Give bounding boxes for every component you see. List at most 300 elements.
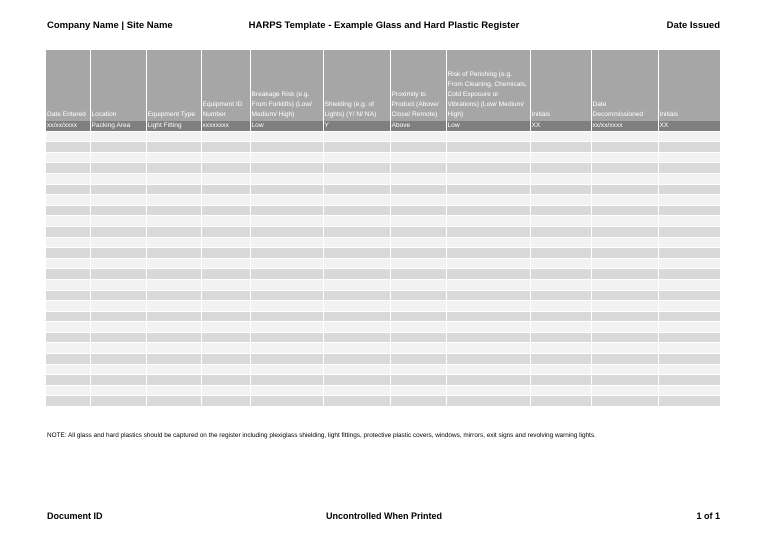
table-cell[interactable] <box>591 364 658 375</box>
table-row <box>46 195 720 206</box>
table-cell[interactable] <box>658 301 720 312</box>
table-cell[interactable] <box>250 205 323 216</box>
table-cell[interactable] <box>446 131 530 142</box>
table-cell[interactable] <box>591 290 658 301</box>
table-cell[interactable] <box>146 279 201 290</box>
table-cell[interactable] <box>390 226 446 237</box>
table-cell[interactable] <box>146 258 201 269</box>
table-cell[interactable] <box>201 364 250 375</box>
table-cell[interactable] <box>390 184 446 195</box>
table-cell[interactable] <box>591 142 658 153</box>
table-cell[interactable] <box>390 354 446 365</box>
table-cell[interactable] <box>201 354 250 365</box>
table-cell[interactable] <box>90 354 146 365</box>
table-cell[interactable] <box>146 311 201 322</box>
table-cell[interactable] <box>591 311 658 322</box>
table-cell[interactable]: Y <box>323 121 390 131</box>
table-cell[interactable] <box>201 279 250 290</box>
table-cell[interactable] <box>323 216 390 227</box>
table-cell[interactable] <box>323 322 390 333</box>
table-cell[interactable] <box>446 364 530 375</box>
table-cell[interactable] <box>591 343 658 354</box>
table-cell[interactable] <box>146 364 201 375</box>
table-cell[interactable] <box>250 173 323 184</box>
table-cell[interactable] <box>530 332 591 343</box>
table-cell[interactable] <box>390 248 446 259</box>
table-cell[interactable] <box>530 152 591 163</box>
table-cell[interactable] <box>446 226 530 237</box>
table-cell[interactable] <box>201 322 250 333</box>
table-cell[interactable] <box>46 269 90 280</box>
table-cell[interactable]: Low <box>250 121 323 131</box>
table-cell[interactable] <box>390 311 446 322</box>
table-cell[interactable] <box>201 343 250 354</box>
table-cell[interactable] <box>146 195 201 206</box>
table-cell[interactable] <box>146 248 201 259</box>
table-cell[interactable] <box>46 290 90 301</box>
table-cell[interactable] <box>658 322 720 333</box>
table-cell[interactable] <box>146 237 201 248</box>
table-cell[interactable] <box>201 184 250 195</box>
table-cell[interactable] <box>250 131 323 142</box>
table-cell[interactable] <box>90 290 146 301</box>
table-cell[interactable] <box>390 152 446 163</box>
table-cell[interactable] <box>323 375 390 386</box>
table-cell[interactable] <box>658 237 720 248</box>
table-cell[interactable] <box>250 290 323 301</box>
table-cell[interactable]: XX <box>658 121 720 131</box>
table-cell[interactable] <box>323 226 390 237</box>
table-cell[interactable] <box>530 205 591 216</box>
table-cell[interactable] <box>250 364 323 375</box>
table-cell[interactable] <box>46 375 90 386</box>
table-cell[interactable] <box>591 195 658 206</box>
table-cell[interactable] <box>46 322 90 333</box>
table-cell[interactable] <box>46 301 90 312</box>
table-cell[interactable] <box>390 269 446 280</box>
table-cell[interactable] <box>446 237 530 248</box>
table-cell[interactable] <box>146 385 201 396</box>
table-cell[interactable] <box>390 396 446 407</box>
table-cell[interactable] <box>530 301 591 312</box>
table-cell[interactable] <box>46 142 90 153</box>
table-cell[interactable] <box>201 258 250 269</box>
table-cell[interactable] <box>46 195 90 206</box>
table-cell[interactable] <box>250 163 323 174</box>
table-cell[interactable] <box>146 152 201 163</box>
table-cell[interactable] <box>446 142 530 153</box>
table-cell[interactable] <box>46 248 90 259</box>
table-cell[interactable] <box>591 396 658 407</box>
table-cell[interactable] <box>146 205 201 216</box>
table-cell[interactable] <box>658 343 720 354</box>
table-cell[interactable] <box>591 354 658 365</box>
table-cell[interactable] <box>591 163 658 174</box>
table-cell[interactable] <box>90 311 146 322</box>
table-cell[interactable] <box>390 195 446 206</box>
table-cell[interactable] <box>90 322 146 333</box>
table-cell[interactable] <box>46 332 90 343</box>
table-cell[interactable] <box>323 343 390 354</box>
table-cell[interactable] <box>658 258 720 269</box>
table-cell[interactable] <box>390 279 446 290</box>
table-cell[interactable] <box>323 354 390 365</box>
table-cell[interactable] <box>323 237 390 248</box>
table-cell[interactable] <box>658 216 720 227</box>
table-cell[interactable] <box>46 163 90 174</box>
table-cell[interactable] <box>323 184 390 195</box>
table-cell[interactable] <box>591 279 658 290</box>
table-cell[interactable] <box>46 396 90 407</box>
table-cell[interactable] <box>250 311 323 322</box>
table-cell[interactable] <box>390 290 446 301</box>
table-cell[interactable] <box>46 237 90 248</box>
table-cell[interactable] <box>323 396 390 407</box>
table-cell[interactable] <box>250 343 323 354</box>
table-cell[interactable] <box>250 226 323 237</box>
table-cell[interactable] <box>446 290 530 301</box>
table-cell[interactable] <box>201 152 250 163</box>
table-cell[interactable] <box>250 322 323 333</box>
table-cell[interactable] <box>250 385 323 396</box>
table-cell[interactable] <box>250 258 323 269</box>
table-cell[interactable] <box>46 184 90 195</box>
table-cell[interactable] <box>250 216 323 227</box>
table-cell[interactable] <box>201 237 250 248</box>
table-cell[interactable] <box>446 152 530 163</box>
table-cell[interactable] <box>201 396 250 407</box>
table-cell[interactable] <box>658 248 720 259</box>
table-cell[interactable] <box>658 364 720 375</box>
table-cell[interactable] <box>250 152 323 163</box>
table-cell[interactable] <box>46 354 90 365</box>
table-cell[interactable] <box>90 163 146 174</box>
glass-plastic-register-table <box>46 50 721 407</box>
table-cell[interactable] <box>446 216 530 227</box>
table-cell[interactable] <box>390 322 446 333</box>
table-cell[interactable] <box>323 195 390 206</box>
table-cell[interactable] <box>390 173 446 184</box>
table-cell[interactable] <box>658 131 720 142</box>
table-cell[interactable] <box>323 385 390 396</box>
table-cell[interactable] <box>146 375 201 386</box>
table-cell[interactable] <box>530 354 591 365</box>
table-cell[interactable] <box>591 216 658 227</box>
table-cell[interactable]: xx/xx/xxxx <box>46 121 90 131</box>
table-cell[interactable] <box>146 163 201 174</box>
table-cell[interactable] <box>530 248 591 259</box>
table-cell[interactable] <box>250 237 323 248</box>
table-cell[interactable] <box>390 131 446 142</box>
table-cell[interactable] <box>446 322 530 333</box>
table-cell[interactable] <box>446 163 530 174</box>
table-cell[interactable] <box>530 258 591 269</box>
table-cell[interactable] <box>46 311 90 322</box>
table-cell[interactable] <box>201 385 250 396</box>
table-cell[interactable] <box>90 385 146 396</box>
table-cell[interactable]: Packing Area <box>90 121 146 131</box>
table-cell[interactable] <box>530 131 591 142</box>
table-cell[interactable] <box>658 152 720 163</box>
table-cell[interactable] <box>323 279 390 290</box>
table-cell[interactable] <box>323 163 390 174</box>
table-cell[interactable] <box>146 290 201 301</box>
table-cell[interactable] <box>201 195 250 206</box>
table-cell[interactable] <box>90 226 146 237</box>
table-cell[interactable] <box>90 258 146 269</box>
table-cell[interactable] <box>530 343 591 354</box>
table-cell[interactable] <box>323 364 390 375</box>
table-cell[interactable] <box>201 226 250 237</box>
table-cell[interactable] <box>146 184 201 195</box>
table-cell[interactable] <box>90 184 146 195</box>
table-cell[interactable] <box>323 205 390 216</box>
table-cell[interactable] <box>146 226 201 237</box>
table-cell[interactable] <box>250 332 323 343</box>
table-cell[interactable] <box>658 375 720 386</box>
table-cell[interactable] <box>146 301 201 312</box>
table-cell[interactable] <box>90 279 146 290</box>
table-cell[interactable] <box>530 173 591 184</box>
table-cell[interactable] <box>250 248 323 259</box>
table-cell[interactable] <box>591 248 658 259</box>
table-cell[interactable] <box>46 364 90 375</box>
table-cell[interactable]: XX <box>530 121 591 131</box>
table-cell[interactable] <box>146 269 201 280</box>
table-cell[interactable] <box>390 332 446 343</box>
table-cell[interactable] <box>323 152 390 163</box>
table-cell[interactable] <box>390 364 446 375</box>
table-cell[interactable] <box>446 396 530 407</box>
table-cell[interactable] <box>323 173 390 184</box>
table-cell[interactable] <box>658 184 720 195</box>
table-cell[interactable]: xx/xx/xxxx <box>591 121 658 131</box>
table-cell[interactable] <box>90 205 146 216</box>
table-cell[interactable] <box>201 131 250 142</box>
table-cell[interactable] <box>658 332 720 343</box>
table-cell[interactable] <box>90 216 146 227</box>
table-cell[interactable] <box>530 237 591 248</box>
table-cell[interactable] <box>250 301 323 312</box>
table-cell[interactable] <box>146 332 201 343</box>
table-cell[interactable] <box>446 205 530 216</box>
table-cell[interactable] <box>658 142 720 153</box>
table-cell[interactable]: Above <box>390 121 446 131</box>
table-cell[interactable] <box>658 279 720 290</box>
table-cell[interactable] <box>250 142 323 153</box>
table-cell[interactable] <box>201 205 250 216</box>
table-cell[interactable]: Light Fitting <box>146 121 201 131</box>
table-cell[interactable] <box>591 237 658 248</box>
table-cell[interactable] <box>250 184 323 195</box>
table-cell[interactable] <box>201 332 250 343</box>
table-cell[interactable] <box>201 301 250 312</box>
table-cell[interactable] <box>146 343 201 354</box>
table-cell[interactable] <box>658 173 720 184</box>
table-cell[interactable] <box>146 396 201 407</box>
table-cell[interactable] <box>46 205 90 216</box>
table-cell[interactable] <box>591 173 658 184</box>
table-cell[interactable] <box>658 205 720 216</box>
table-cell[interactable] <box>90 396 146 407</box>
table-cell[interactable] <box>530 269 591 280</box>
table-cell[interactable] <box>46 385 90 396</box>
table-cell[interactable] <box>530 311 591 322</box>
table-cell[interactable] <box>250 396 323 407</box>
table-cell[interactable] <box>201 163 250 174</box>
table-cell[interactable] <box>201 375 250 386</box>
table-cell[interactable] <box>90 173 146 184</box>
table-cell[interactable] <box>90 364 146 375</box>
table-cell[interactable] <box>323 131 390 142</box>
table-cell[interactable] <box>90 343 146 354</box>
table-cell[interactable] <box>591 152 658 163</box>
table-cell[interactable] <box>90 248 146 259</box>
table-cell[interactable] <box>446 301 530 312</box>
table-cell[interactable] <box>390 343 446 354</box>
table-cell[interactable] <box>591 269 658 280</box>
table-cell[interactable] <box>591 322 658 333</box>
table-cell[interactable] <box>90 269 146 280</box>
table-cell[interactable] <box>90 332 146 343</box>
table-cell[interactable] <box>446 354 530 365</box>
table-cell[interactable] <box>530 364 591 375</box>
table-cell[interactable] <box>146 173 201 184</box>
table-cell[interactable] <box>250 375 323 386</box>
table-cell[interactable] <box>250 279 323 290</box>
table-cell[interactable] <box>323 258 390 269</box>
table-cell[interactable] <box>201 311 250 322</box>
table-cell[interactable] <box>390 142 446 153</box>
table-cell[interactable] <box>201 173 250 184</box>
table-cell[interactable] <box>90 195 146 206</box>
table-cell[interactable] <box>201 142 250 153</box>
table-cell[interactable] <box>90 142 146 153</box>
table-cell[interactable] <box>46 152 90 163</box>
table-cell[interactable] <box>446 385 530 396</box>
table-cell[interactable] <box>446 375 530 386</box>
table-cell[interactable] <box>530 385 591 396</box>
table-cell[interactable] <box>591 385 658 396</box>
table-cell[interactable] <box>530 195 591 206</box>
table-cell[interactable] <box>390 237 446 248</box>
table-cell[interactable] <box>390 216 446 227</box>
table-cell[interactable] <box>146 142 201 153</box>
table-cell[interactable] <box>46 258 90 269</box>
table-cell[interactable] <box>323 311 390 322</box>
table-cell[interactable] <box>201 216 250 227</box>
table-cell[interactable] <box>446 332 530 343</box>
table-cell[interactable] <box>390 385 446 396</box>
table-cell[interactable] <box>446 184 530 195</box>
table-cell[interactable] <box>46 173 90 184</box>
table-cell[interactable] <box>530 184 591 195</box>
table-cell[interactable] <box>46 216 90 227</box>
table-cell[interactable] <box>530 322 591 333</box>
table-cell[interactable] <box>201 248 250 259</box>
table-cell[interactable] <box>90 152 146 163</box>
table-cell[interactable] <box>530 290 591 301</box>
table-cell[interactable] <box>201 269 250 280</box>
table-cell[interactable] <box>530 279 591 290</box>
table-cell[interactable] <box>446 279 530 290</box>
table-cell[interactable] <box>390 375 446 386</box>
table-cell[interactable] <box>530 226 591 237</box>
table-cell[interactable] <box>46 226 90 237</box>
table-cell[interactable] <box>591 375 658 386</box>
table-cell[interactable] <box>530 142 591 153</box>
table-cell[interactable] <box>90 375 146 386</box>
table-cell[interactable] <box>658 354 720 365</box>
table-cell[interactable] <box>146 131 201 142</box>
table-cell[interactable] <box>250 269 323 280</box>
table-cell[interactable] <box>46 279 90 290</box>
table-cell[interactable]: xxxxxxxx <box>201 121 250 131</box>
table-cell[interactable] <box>46 343 90 354</box>
table-cell[interactable] <box>530 396 591 407</box>
table-cell[interactable] <box>323 269 390 280</box>
table-cell[interactable] <box>658 226 720 237</box>
table-cell[interactable] <box>446 343 530 354</box>
table-cell[interactable] <box>390 163 446 174</box>
table-cell[interactable] <box>323 290 390 301</box>
table-cell[interactable] <box>146 216 201 227</box>
table-cell[interactable] <box>446 311 530 322</box>
table-cell[interactable] <box>250 195 323 206</box>
table-cell[interactable] <box>446 248 530 259</box>
table-cell[interactable] <box>658 195 720 206</box>
table-cell[interactable] <box>530 375 591 386</box>
table-cell[interactable] <box>90 237 146 248</box>
table-cell[interactable] <box>90 301 146 312</box>
table-cell[interactable] <box>591 205 658 216</box>
table-cell[interactable] <box>591 301 658 312</box>
table-cell[interactable] <box>446 269 530 280</box>
table-cell[interactable] <box>658 163 720 174</box>
table-cell[interactable] <box>591 184 658 195</box>
table-cell[interactable] <box>591 332 658 343</box>
table-cell[interactable] <box>250 354 323 365</box>
table-cell[interactable] <box>146 322 201 333</box>
table-cell[interactable] <box>591 131 658 142</box>
table-cell[interactable] <box>323 142 390 153</box>
table-cell[interactable] <box>323 332 390 343</box>
table-cell[interactable] <box>390 301 446 312</box>
table-cell[interactable] <box>90 131 146 142</box>
table-cell[interactable] <box>658 290 720 301</box>
table-cell[interactable] <box>658 269 720 280</box>
table-cell[interactable] <box>591 226 658 237</box>
table-cell[interactable] <box>201 290 250 301</box>
table-cell[interactable]: Low <box>446 121 530 131</box>
table-cell[interactable] <box>446 173 530 184</box>
table-cell[interactable] <box>446 258 530 269</box>
table-cell[interactable] <box>46 131 90 142</box>
table-cell[interactable] <box>146 354 201 365</box>
table-cell[interactable] <box>658 311 720 322</box>
table-row <box>46 332 720 343</box>
table-cell[interactable] <box>390 205 446 216</box>
table-cell[interactable] <box>323 248 390 259</box>
table-cell[interactable] <box>658 396 720 407</box>
table-cell[interactable] <box>446 195 530 206</box>
table-cell[interactable] <box>658 385 720 396</box>
table-cell[interactable] <box>530 163 591 174</box>
table-cell[interactable] <box>591 258 658 269</box>
table-cell[interactable] <box>323 301 390 312</box>
table-cell[interactable] <box>530 216 591 227</box>
table-cell[interactable] <box>390 258 446 269</box>
